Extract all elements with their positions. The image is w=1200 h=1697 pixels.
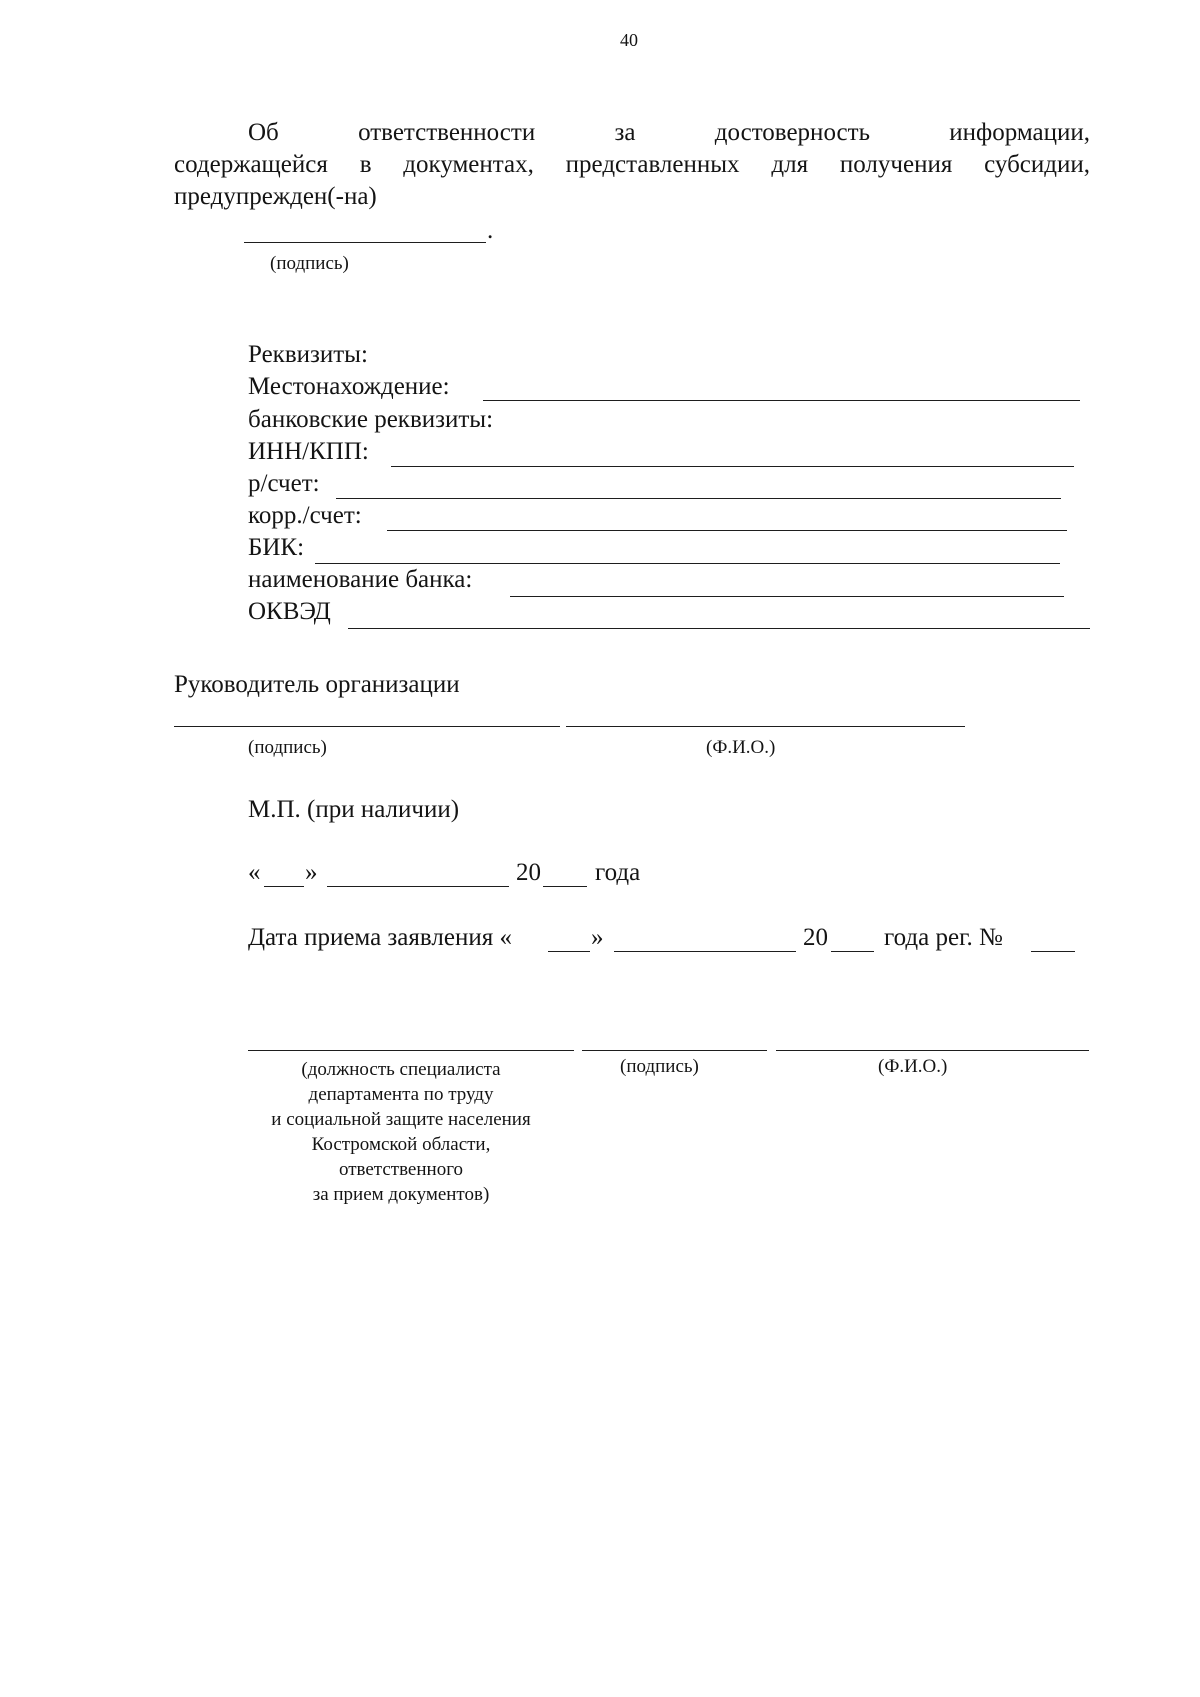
corr-account-label: корр./счет: [248,502,362,529]
warning-line-1: Об ответственности за достоверность информации, [248,119,1090,146]
corr-account-field[interactable] [387,530,1067,531]
head-fio-caption: (Ф.И.О.) [706,737,776,758]
caption-line: за прием документов) [312,1184,490,1205]
head-signature-line[interactable] [174,726,560,727]
head-signature-caption: (подпись) [248,737,327,758]
warning-signature-period: . [487,217,494,244]
warning-signature-caption: (подпись) [270,253,349,274]
location-label: Местонахождение: [248,373,450,400]
receipt-close-quote: » [591,924,604,951]
specialist-fio-caption: (Ф.И.О.) [878,1056,948,1077]
page-number: 40 [620,30,638,50]
date-year-suffix: года [595,859,641,886]
specialist-position-line[interactable] [248,1050,574,1051]
date-close-quote: » [305,859,318,886]
caption-line: Костромской области, [311,1134,491,1155]
date-month-field[interactable] [327,886,509,887]
specialist-signature-line[interactable] [582,1050,767,1051]
stamp-label: М.П. (при наличии) [248,796,460,823]
okved-label: ОКВЭД [248,598,331,625]
caption-line: ответственного [338,1159,464,1180]
account-field[interactable] [336,498,1061,499]
bik-label: БИК: [248,534,305,561]
receipt-month-field[interactable] [614,951,796,952]
location-field[interactable] [483,400,1080,401]
warning-line-3: предупрежден(-на) [174,183,377,210]
warning-signature-line [244,242,486,243]
caption-line: департамента по труду [308,1084,494,1105]
receipt-year-suffix: года рег. № [884,924,1003,951]
requisites-heading: Реквизиты: [248,341,368,368]
bank-details-label: банковские реквизиты: [248,406,494,433]
warning-line-2: содержащейся в документах, представленных для получения субсидии, [174,151,1090,178]
bank-name-label: наименование банка: [248,566,473,593]
bik-field[interactable] [315,563,1060,564]
caption-line: (должность специалиста [301,1059,501,1080]
receipt-reg-number-field[interactable] [1031,951,1075,952]
caption-line: и социальной защите населения [271,1109,531,1130]
date-open-quote: « [248,859,261,886]
receipt-label: Дата приема заявления « [248,924,512,951]
specialist-signature-caption: (подпись) [620,1056,699,1077]
inn-kpp-field[interactable] [391,466,1074,467]
receipt-day-field[interactable] [548,951,590,952]
head-title: Руководитель организации [174,671,460,698]
date-year-prefix: 20 [516,859,541,886]
date-year-field[interactable] [543,886,587,887]
specialist-fio-line[interactable] [776,1050,1089,1051]
bank-name-field[interactable] [510,596,1064,597]
head-fio-line[interactable] [566,726,965,727]
date-day-field[interactable] [264,886,304,887]
specialist-position-caption [236,1057,566,1207]
receipt-year-field[interactable] [831,951,874,952]
receipt-year-prefix: 20 [803,924,828,951]
account-label: р/счет: [248,470,320,497]
okved-field[interactable] [348,628,1090,629]
inn-kpp-label: ИНН/КПП: [248,438,369,465]
